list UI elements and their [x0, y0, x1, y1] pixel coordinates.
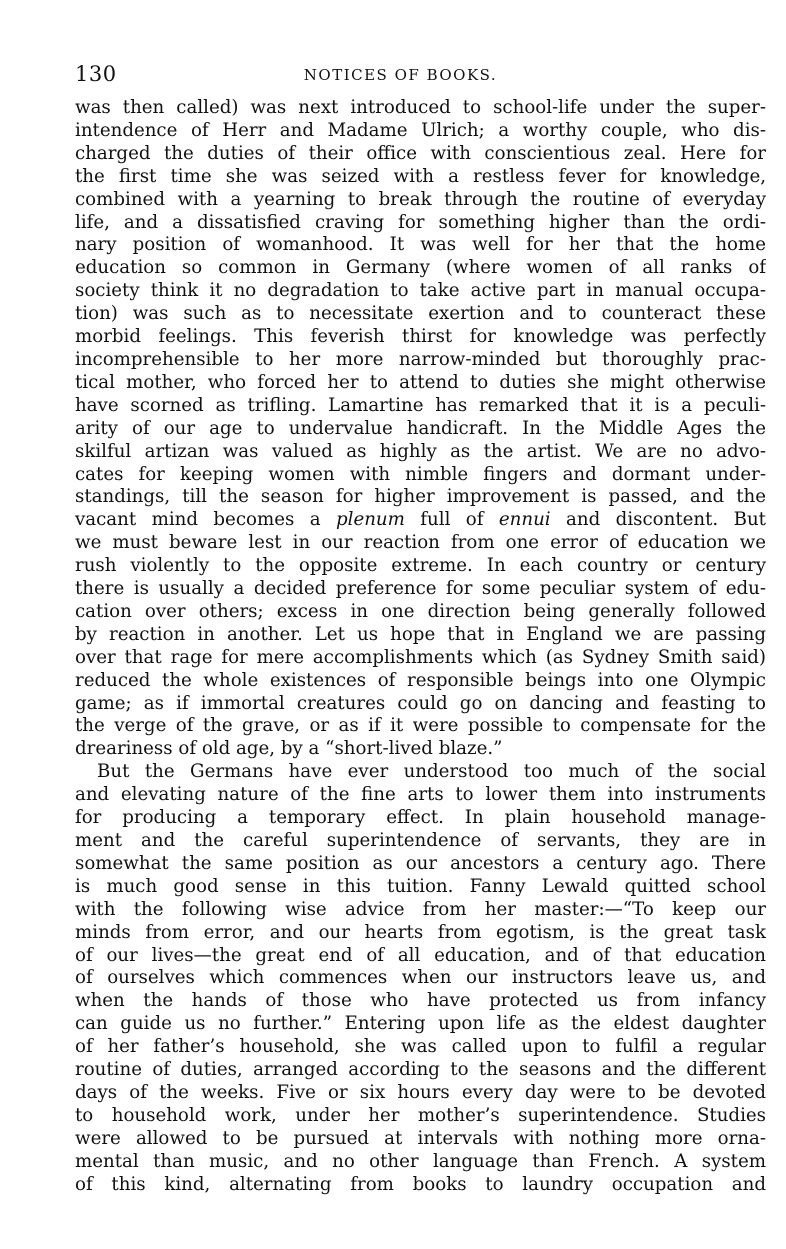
page-header [75, 62, 766, 92]
text-line: over that rage for mere accomplishments which (as Sydney Smith said) [75, 646, 766, 668]
text-line: nary position of womanhood. It was well for her that the home [75, 234, 766, 256]
text-line: charged the duties of their office with conscientious zeal. Here for [75, 142, 766, 164]
text-line: cates for keeping women with nimble fingers and dormant under- [75, 463, 766, 485]
text-line: the verge of the grave, or as if it were possible to compensate for the [75, 715, 766, 737]
text-line: mental than music, and no other language than French. A system [75, 1150, 766, 1172]
text-line: education so common in Germany (where women of all ranks of [75, 257, 766, 279]
text-line: society think it no degradation to take active part in manual occupa- [75, 280, 766, 302]
text-line: rush violently to the opposite extreme. In each country or century [75, 555, 766, 577]
text-line: morbid feelings. This feverish thirst for knowledge was perfectly [75, 326, 766, 348]
text-line: minds from error, and our hearts from egotism, is the great task [75, 921, 766, 943]
text-line: skilful artizan was valued as highly as the artist. We are no advo- [75, 440, 766, 462]
running-head: NOTICES OF BOOKS. [303, 66, 498, 84]
text-line: of our lives—the great end of all education, and of that education [75, 944, 766, 966]
text-span: and discontent. But [550, 509, 766, 531]
text-line: days of the weeks. Five or six hours every day were to be devoted [75, 1081, 766, 1103]
text-line: of ourselves which commences when our instructors leave us, and [75, 967, 766, 989]
text-line: was then called) was next introduced to school-life under the super- [75, 97, 766, 118]
text-line: life, and a dissatisfied craving for something higher than the ordi- [75, 211, 766, 233]
text-line: reduced the whole existences of responsible beings into one Olympic [75, 669, 766, 691]
paragraph-1 [75, 97, 766, 761]
body-text [75, 97, 766, 1197]
text-span: full of [404, 509, 499, 531]
text-line: the first time she was seized with a restless fever for knowledge, [75, 165, 766, 187]
text-line: there is usually a decided preference for some peculiar system of edu- [75, 578, 766, 600]
text-line: for producing a temporary effect. In plain household manage- [75, 807, 766, 829]
text-line: to household work, under her mother’s superintendence. Studies [75, 1104, 766, 1126]
text-line: have scorned as trifling. Lamartine has remarked that it is a peculi- [75, 394, 766, 416]
text-line: But the Germans have ever understood too much of the social [97, 761, 766, 783]
text-line: tical mother, who forced her to attend to duties she might otherwise [75, 371, 766, 393]
text-line: tion) was such as to necessitate exertion and to counteract these [75, 303, 766, 325]
text-line: by reaction in another. Let us hope that in England we are passing [75, 623, 766, 645]
text-line: intendence of Herr and Madame Ulrich; a worthy couple, who dis- [75, 119, 766, 141]
text-line: were allowed to be pursued at intervals with nothing more orna- [75, 1127, 766, 1149]
text-line: game; as if immortal creatures could go on dancing and feasting to [75, 692, 766, 714]
text-line: cation over others; excess in one direction being generally followed [75, 600, 766, 622]
text-line: with the following wise advice from her master:—“To keep our [75, 898, 766, 920]
text-line: we must beware lest in our reaction from one error of education we [75, 532, 766, 554]
text-line: dreariness of old age, by a “short-lived blaze.” [75, 738, 503, 760]
text-line-plenum [75, 509, 766, 532]
text-line: routine of duties, arranged according to the seasons and the different [75, 1059, 766, 1081]
text-line: incomprehensible to her more narrow-minded but thoroughly prac- [75, 348, 766, 370]
italic-word-plenum: plenum [335, 509, 405, 531]
text-line: ment and the careful superintendence of servants, they are in [75, 830, 766, 851]
text-line: when the hands of those who have protected us from infancy [75, 990, 766, 1012]
italic-word-ennui: ennui [498, 509, 551, 531]
text-line: and elevating nature of the fine arts to lower them into instruments [75, 784, 766, 806]
text-line: standings, till the season for higher improvement is passed, and the [75, 486, 766, 508]
text-line: is much good sense in this tuition. Fanny Lewald quitted school [75, 875, 766, 897]
paragraph-2 [75, 761, 766, 1196]
text-line: can guide us no further.” Entering upon life as the eldest daughter [75, 1013, 766, 1035]
text-span: vacant mind becomes a [75, 509, 336, 531]
text-line: arity of our age to undervalue handicraft. In the Middle Ages the [75, 417, 766, 439]
text-line: combined with a yearning to break through the routine of everyday [75, 188, 766, 210]
text-line: of this kind, alternating from books to laundry occupation and [75, 1173, 766, 1195]
text-line: somewhat the same position as our ancestors a century ago. There [75, 852, 766, 874]
text-line: of her father’s household, she was called upon to fulfil a regular [75, 1036, 766, 1058]
page-number: 130 [75, 62, 117, 86]
